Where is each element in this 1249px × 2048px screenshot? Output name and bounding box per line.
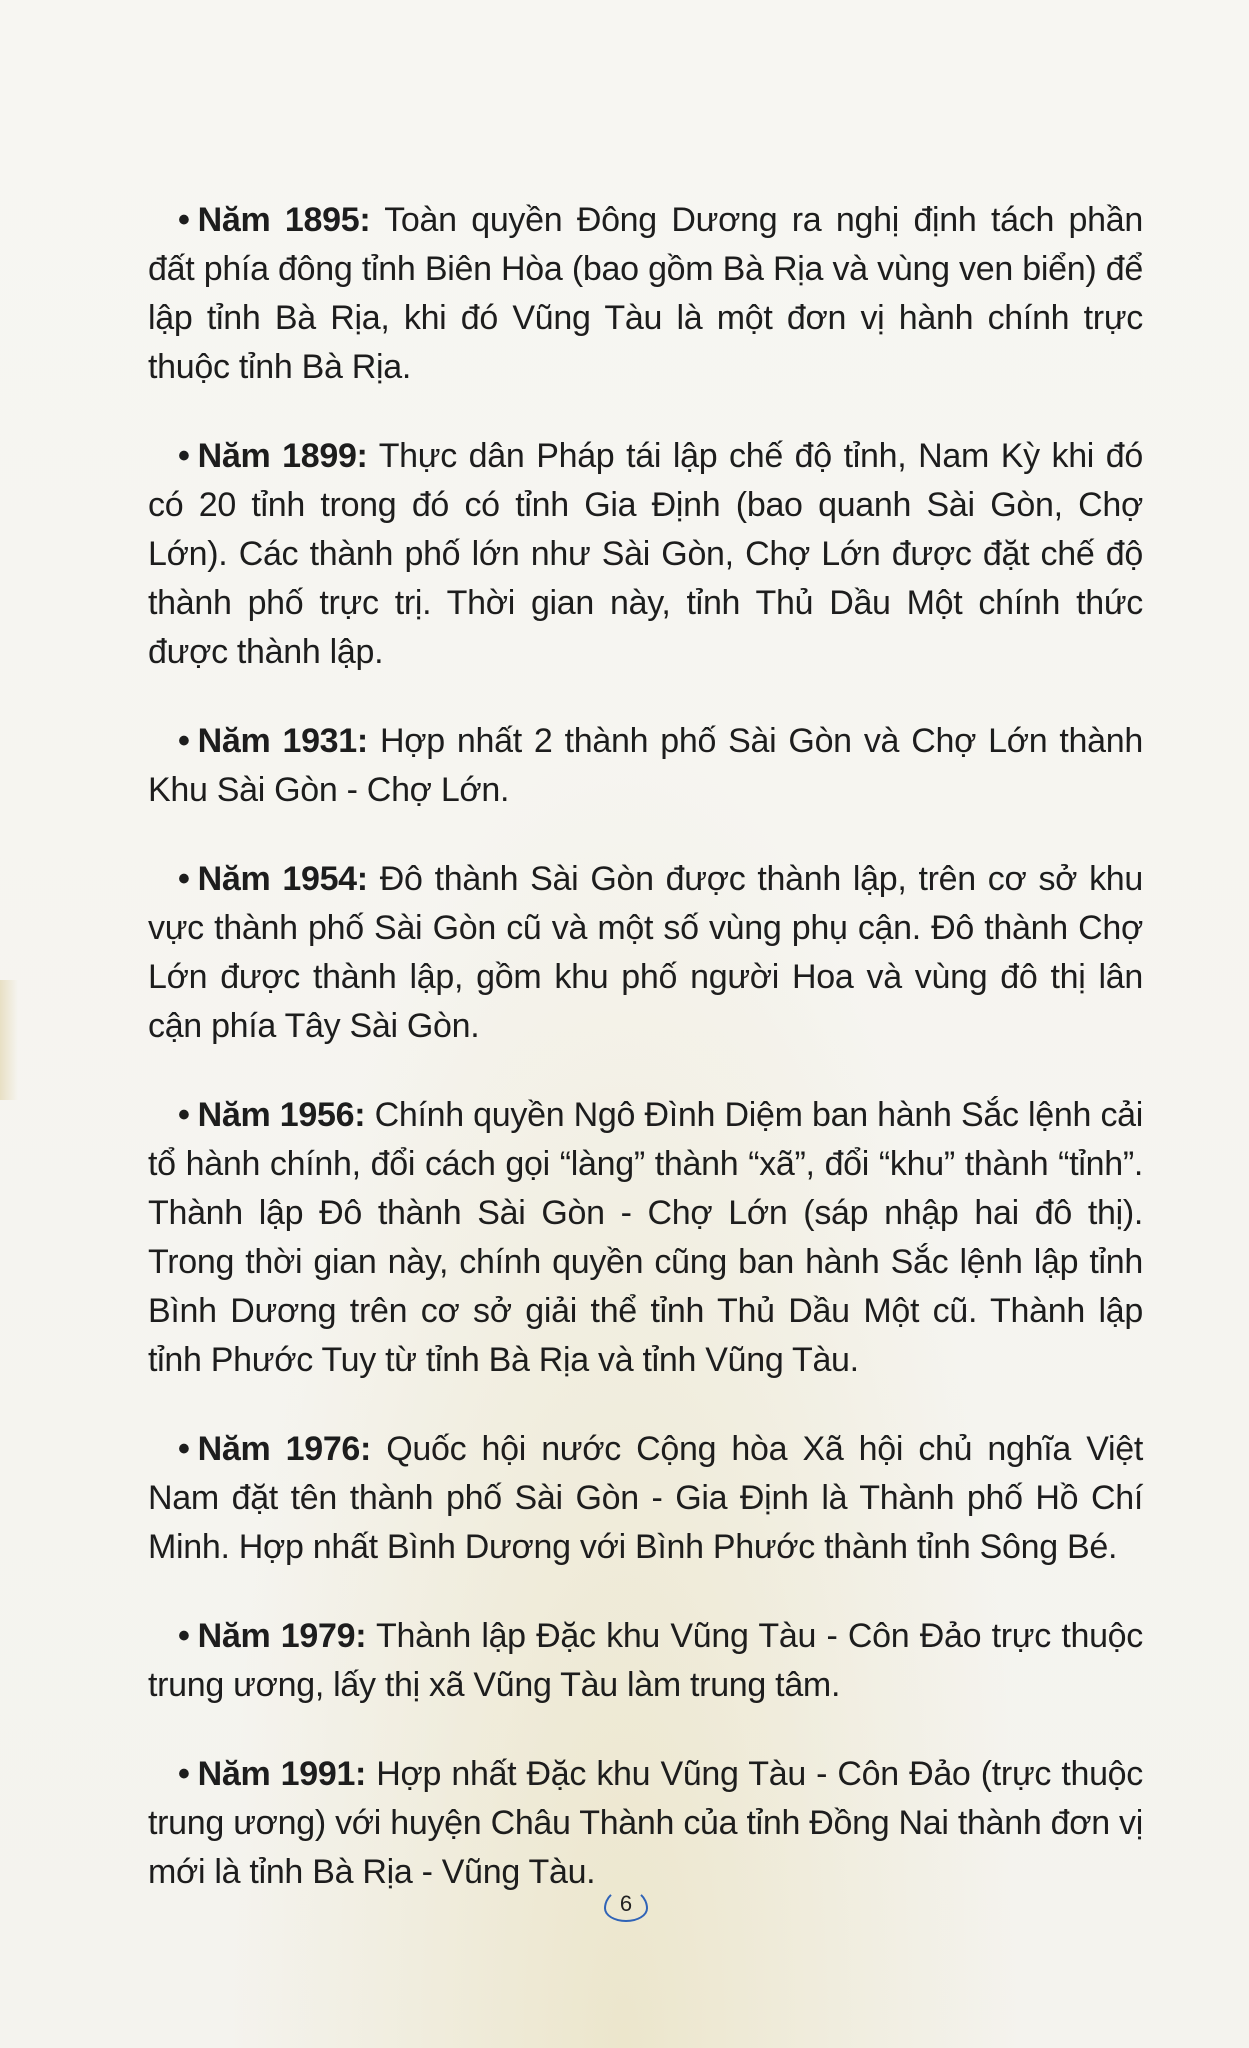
entry-text: Thành lập Đặc khu Vũng Tàu - Côn Đảo trực thuộc trung ương, lấy thị xã Vũng Tàu làm trung tâm. bbox=[148, 1617, 1143, 1704]
entry-text: Đô thành Sài Gòn được thành lập, trên cơ sở khu vực thành phố Sài Gòn cũ và một số vùng phụ cận. Đô thành Chợ Lớn được thành lập, gồm khu phố người Hoa và vùng đô thị lân cận phía Tây Sài Gòn. bbox=[148, 860, 1144, 1045]
timeline-list bbox=[148, 196, 1143, 1937]
entry-text: Thực dân Pháp tái lập chế độ tỉnh, Nam Kỳ khi đó có 20 tỉnh trong đó có tỉnh Gia Định (bao quanh Sài Gòn, Chợ Lớn). Các thành phố lớn như Sài Gòn, Chợ Lớn được đặt chế độ thành phố trực trị. Thời gian này, tỉnh Thủ Dầu Một chính thức được thành lập. bbox=[148, 437, 1143, 671]
entry-year: Năm 1954: bbox=[197, 860, 368, 898]
timeline-entry-1899 bbox=[148, 432, 1143, 677]
bullet-mark: • bbox=[178, 722, 190, 760]
entry-year: Năm 1979: bbox=[197, 1617, 367, 1655]
bullet-mark: • bbox=[178, 1617, 190, 1655]
entry-year: Năm 1976: bbox=[197, 1430, 372, 1468]
entry-year: Năm 1895: bbox=[197, 201, 371, 239]
timeline-entry-1956 bbox=[148, 1091, 1143, 1385]
timeline-entry-1979 bbox=[148, 1612, 1143, 1710]
entry-text: Hợp nhất 2 thành phố Sài Gòn và Chợ Lớn thành Khu Sài Gòn - Chợ Lớn. bbox=[148, 722, 1143, 809]
timeline-entry-1931 bbox=[148, 717, 1143, 815]
entry-year: Năm 1991: bbox=[197, 1755, 367, 1793]
timeline-entry-1991 bbox=[148, 1750, 1143, 1897]
bullet-mark: • bbox=[178, 1755, 190, 1793]
entry-text: Quốc hội nước Cộng hòa Xã hội chủ nghĩa Việt Nam đặt tên thành phố Sài Gòn - Gia Định là Thành phố Hồ Chí Minh. Hợp nhất Bình Dương với Bình Phước thành tỉnh Sông Bé. bbox=[148, 1430, 1143, 1566]
entry-text: Hợp nhất Đặc khu Vũng Tàu - Côn Đảo (trực thuộc trung ương) với huyện Châu Thành của tỉnh Đồng Nai thành đơn vị mới là tỉnh Bà Rịa - Vũng Tàu. bbox=[148, 1755, 1143, 1891]
bullet-mark: • bbox=[178, 1430, 190, 1468]
timeline-entry-1895 bbox=[148, 196, 1143, 392]
entry-text: Chính quyền Ngô Đình Diệm ban hành Sắc lệnh cải tổ hành chính, đổi cách gọi “làng” thành “xã”, đổi “khu” thành “tỉnh”. Thành lập Đô thành Sài Gòn - Chợ Lớn (sáp nhập hai đô thị). Trong thời gian này, chính quyền cũng ban hành Sắc lệnh lập tỉnh Bình Dương trên cơ sở giải thể tỉnh Thủ Dầu Một cũ. Thành lập tỉnh Phước Tuy từ tỉnh Bà Rịa và tỉnh Vũng Tàu. bbox=[148, 1096, 1144, 1379]
entry-year: Năm 1956: bbox=[197, 1096, 366, 1134]
page-number: 6 bbox=[604, 1888, 648, 1922]
entry-text: Toàn quyền Đông Dương ra nghị định tách phần đất phía đông tỉnh Biên Hòa (bao gồm Bà Rịa và vùng ven biển) để lập tỉnh Bà Rịa, khi đó Vũng Tàu là một đơn vị hành chính trực thuộc tỉnh Bà Rịa. bbox=[148, 201, 1143, 386]
entry-year: Năm 1899: bbox=[197, 437, 368, 475]
bullet-mark: • bbox=[178, 1096, 190, 1134]
entry-year: Năm 1931: bbox=[197, 722, 368, 760]
timeline-entry-1954 bbox=[148, 855, 1143, 1051]
bullet-mark: • bbox=[178, 437, 190, 475]
timeline-entry-1976 bbox=[148, 1425, 1143, 1572]
page-edge-shadow bbox=[0, 980, 18, 1100]
bullet-mark: • bbox=[178, 860, 190, 898]
bullet-mark: • bbox=[178, 201, 190, 239]
